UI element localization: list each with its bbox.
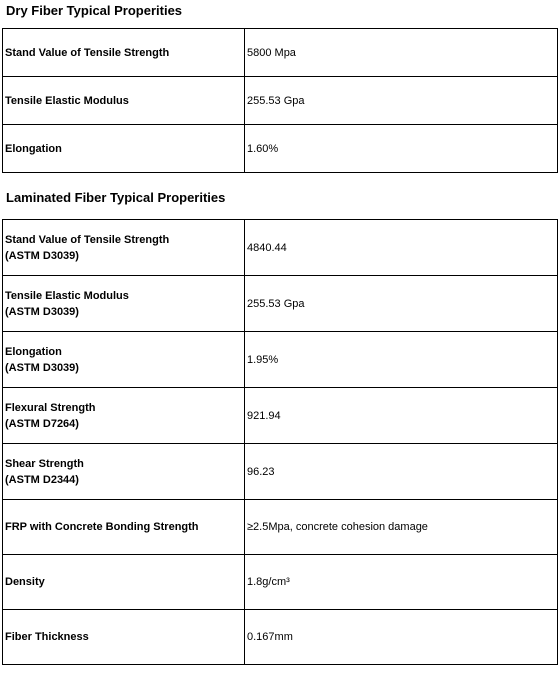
- property-value: 1.60%: [245, 125, 558, 173]
- property-value: 255.53 Gpa: [245, 276, 558, 332]
- property-name: Elongation: [3, 125, 245, 173]
- property-name: FRP with Concrete Bonding Strength: [3, 500, 245, 555]
- table-row: [3, 500, 558, 555]
- property-name: Stand Value of Tensile Strength: [5, 233, 170, 246]
- property-value: 1.8g/cm³: [245, 555, 558, 610]
- dry-fiber-properties-table: [2, 28, 558, 173]
- property-name: Elongation: [5, 345, 62, 358]
- property-test-standard: (ASTM D2344): [5, 473, 79, 486]
- table-row: [3, 444, 558, 500]
- laminated-fiber-properties-table: [2, 219, 558, 665]
- property-test-standard: (ASTM D3039): [5, 305, 79, 318]
- table-row: [3, 29, 558, 77]
- property-name-cell: [3, 276, 245, 332]
- property-name: Density: [3, 555, 245, 610]
- property-value: 921.94: [245, 388, 558, 444]
- table-row: [3, 332, 558, 388]
- property-name: Flexural Strength: [5, 401, 96, 414]
- table-row: [3, 220, 558, 276]
- table-row: [3, 276, 558, 332]
- property-name-cell: [3, 444, 245, 500]
- property-value: 1.95%: [245, 332, 558, 388]
- property-name: Tensile Elastic Modulus: [5, 289, 129, 302]
- property-value: 255.53 Gpa: [245, 77, 558, 125]
- table-row: [3, 610, 558, 665]
- property-test-standard: (ASTM D7264): [5, 417, 79, 430]
- laminated-fiber-section-title: Laminated Fiber Typical Properities: [6, 190, 226, 205]
- property-name: Tensile Elastic Modulus: [3, 77, 245, 125]
- property-value: ≥2.5Mpa, concrete cohesion damage: [245, 500, 558, 555]
- property-name: Shear Strength: [5, 457, 84, 470]
- table-row: [3, 125, 558, 173]
- table-row: [3, 388, 558, 444]
- property-name-cell: [3, 332, 245, 388]
- property-value: 5800 Mpa: [245, 29, 558, 77]
- table-row: [3, 77, 558, 125]
- dry-fiber-section-title: Dry Fiber Typical Properities: [6, 3, 183, 18]
- property-name-cell: [3, 388, 245, 444]
- property-test-standard: (ASTM D3039): [5, 361, 79, 374]
- property-test-standard: (ASTM D3039): [5, 249, 79, 262]
- property-value: 96.23: [245, 444, 558, 500]
- property-value: 4840.44: [245, 220, 558, 276]
- table-row: [3, 555, 558, 610]
- property-name: Stand Value of Tensile Strength: [3, 29, 245, 77]
- property-name-cell: [3, 220, 245, 276]
- property-name: Fiber Thickness: [3, 610, 245, 665]
- property-value: 0.167mm: [245, 610, 558, 665]
